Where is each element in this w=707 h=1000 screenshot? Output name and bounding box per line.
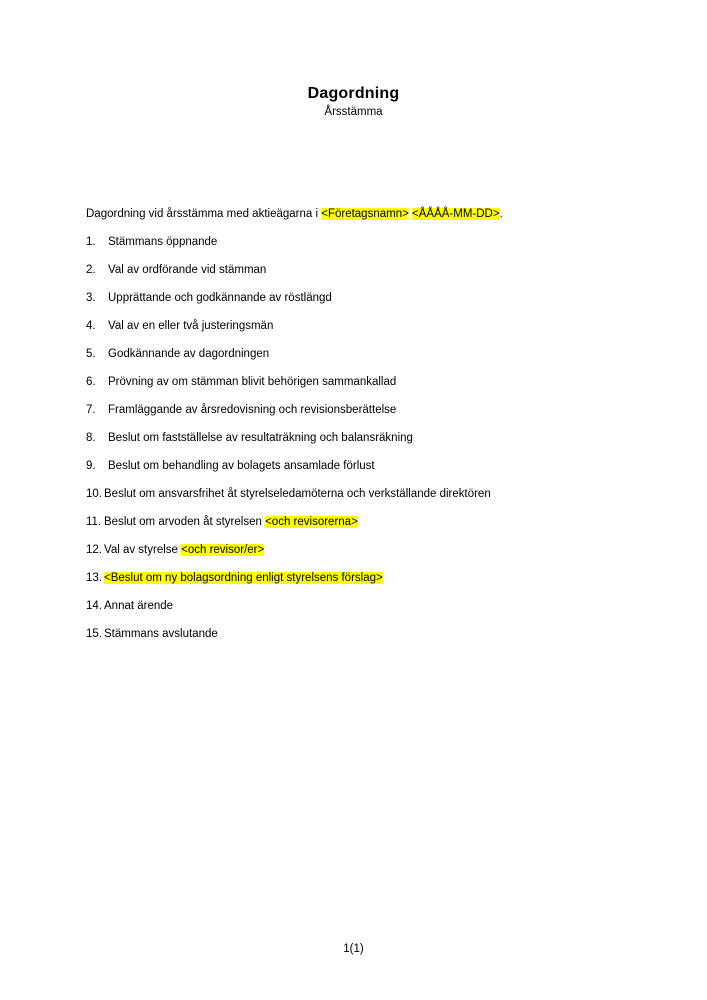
item-label xyxy=(104,627,666,641)
page-footer: 1(1) xyxy=(343,943,364,955)
item-label xyxy=(108,459,666,473)
item-number: 9. xyxy=(86,460,96,472)
list-item xyxy=(86,515,666,543)
item-label xyxy=(108,319,666,333)
item-text: Stämmans öppnande xyxy=(108,236,218,248)
item-number: 13. xyxy=(86,572,102,584)
item-label xyxy=(104,571,666,585)
item-text: Annat ärende xyxy=(104,600,174,612)
item-text: Beslut om behandling av bolagets ansamlade förlust xyxy=(108,460,375,472)
item-text: Val av ordförande vid stämman xyxy=(108,264,267,276)
intro-paragraph xyxy=(86,206,646,222)
page-title: Dagordning xyxy=(307,85,400,102)
item-label xyxy=(108,403,666,417)
item-label xyxy=(108,263,666,277)
item-text: Beslut om ansvarsfrihet åt styrelseledamöterna och verkställande direktören xyxy=(104,488,491,500)
item-text: Val av en eller två justeringsmän xyxy=(108,320,274,332)
item-label xyxy=(108,431,666,445)
list-item xyxy=(86,543,666,571)
item-label xyxy=(108,291,666,305)
item-number: 4. xyxy=(86,320,96,332)
item-label xyxy=(104,599,666,613)
list-item xyxy=(86,627,666,655)
item-number: 15. xyxy=(86,628,102,640)
item-number: 14. xyxy=(86,600,102,612)
intro-date-placeholder: <ÅÅÅÅ-MM-DD> xyxy=(412,208,500,220)
list-item xyxy=(86,291,666,319)
list-item xyxy=(86,571,666,599)
item-number: 7. xyxy=(86,404,96,416)
item-number: 12. xyxy=(86,544,102,556)
item-label xyxy=(104,487,666,501)
list-item xyxy=(86,403,666,431)
item-number: 6. xyxy=(86,376,96,388)
list-item xyxy=(86,319,666,347)
item-text: Framläggande av årsredovisning och revisionsberättelse xyxy=(108,404,397,416)
item-label xyxy=(108,375,666,389)
item-text: Val av styrelse xyxy=(104,544,182,556)
list-item xyxy=(86,599,666,627)
item-label xyxy=(108,347,666,361)
list-item xyxy=(86,459,666,487)
page-subtitle: Årsstämma xyxy=(324,106,383,118)
list-item xyxy=(86,347,666,375)
item-highlight: <Beslut om ny bolagsordning enligt styrelsens förslag> xyxy=(104,572,383,584)
item-text: Beslut om arvoden åt styrelsen xyxy=(104,516,266,528)
item-number: 3. xyxy=(86,292,96,304)
intro-suffix: . xyxy=(499,208,503,220)
list-item xyxy=(86,375,666,403)
item-number: 11. xyxy=(86,516,102,528)
list-item xyxy=(86,235,666,263)
item-number: 1. xyxy=(86,236,96,248)
list-item xyxy=(86,263,666,291)
item-text: Prövning av om stämman blivit behörigen sammankallad xyxy=(108,376,397,388)
list-item xyxy=(86,487,666,515)
item-highlight: <och revisor/er> xyxy=(181,544,265,556)
item-number: 5. xyxy=(86,348,96,360)
agenda-list xyxy=(86,235,666,655)
item-number: 2. xyxy=(86,264,96,276)
item-text: Godkännande av dagordningen xyxy=(108,348,270,360)
item-text: Stämmans avslutande xyxy=(104,628,218,640)
item-number: 8. xyxy=(86,432,96,444)
list-item xyxy=(86,431,666,459)
item-label xyxy=(104,543,666,557)
intro-prefix: Dagordning vid årsstämma med aktieägarna i xyxy=(86,208,322,220)
item-label xyxy=(104,515,666,529)
intro-company-placeholder: <Företagsnamn> xyxy=(321,208,409,220)
item-number: 10. xyxy=(86,488,102,500)
item-text: Upprättande och godkännande av röstlängd xyxy=(108,292,332,304)
item-highlight: <och revisorerna> xyxy=(265,516,358,528)
item-text: Beslut om fastställelse av resultaträkning och balansräkning xyxy=(108,432,413,444)
item-label xyxy=(108,235,666,249)
